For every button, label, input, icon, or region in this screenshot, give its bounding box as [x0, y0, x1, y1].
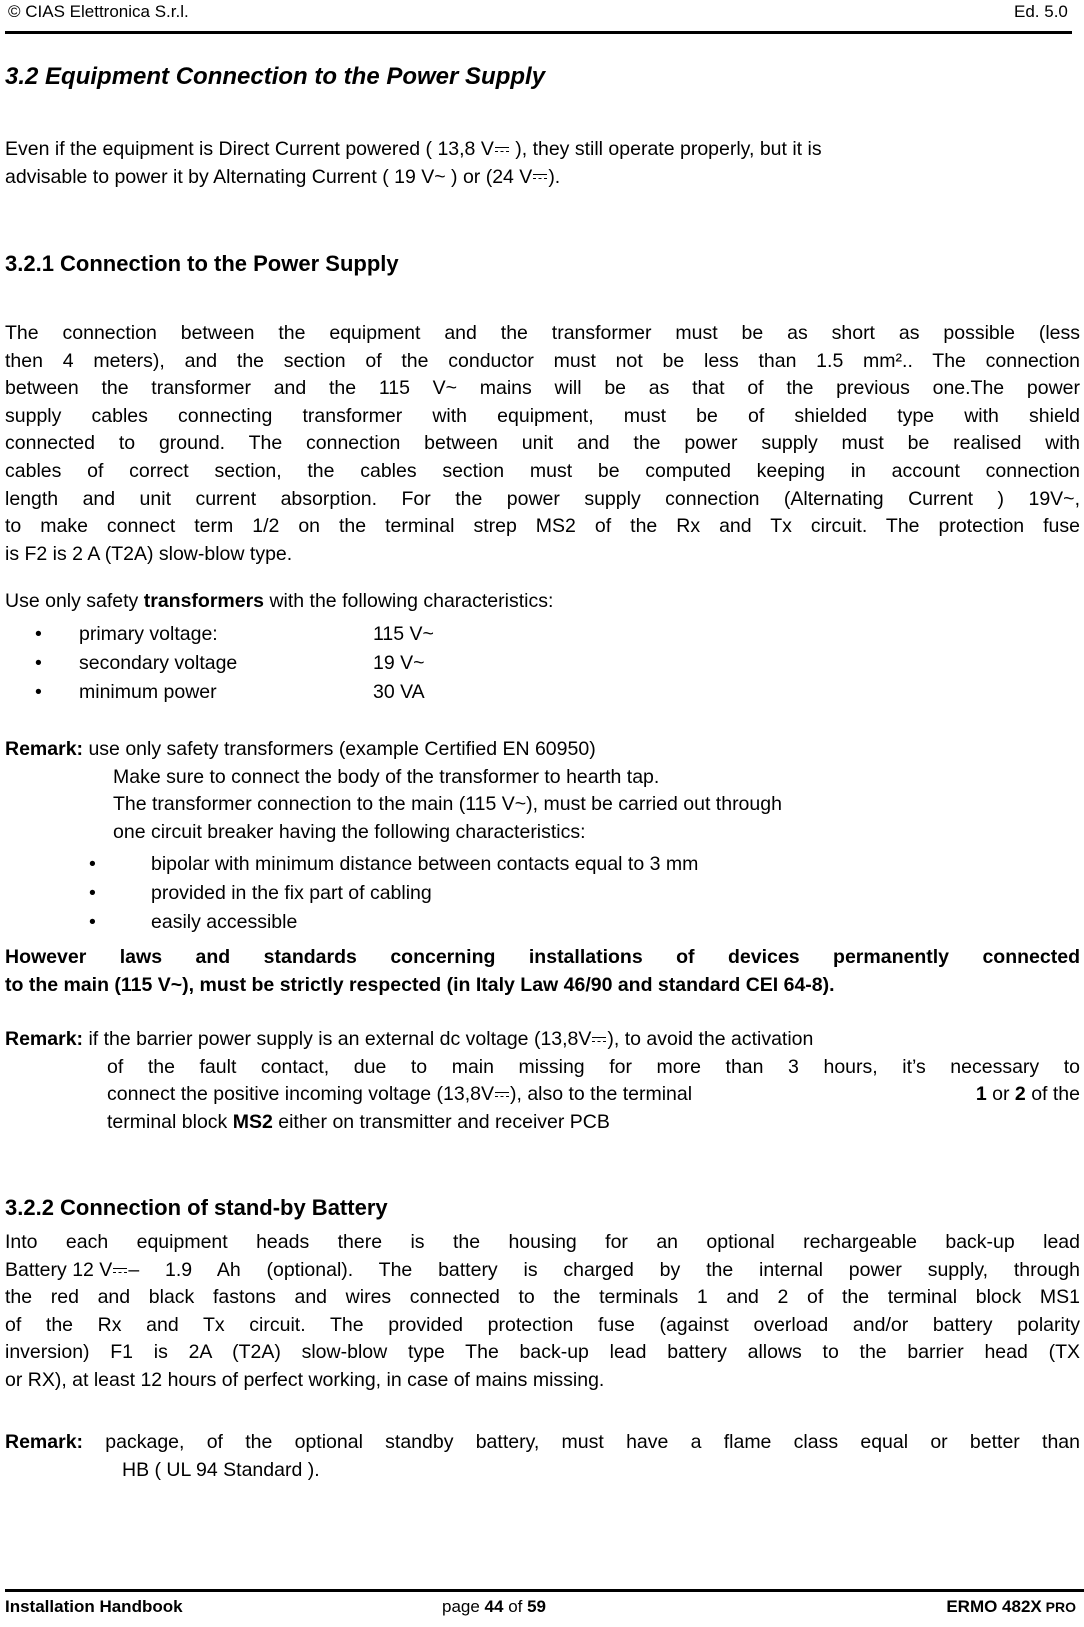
header-company: © CIAS Elettronica S.r.l.: [8, 2, 189, 21]
dc-symbol-icon: [113, 1266, 127, 1276]
footer-page: page 44 of 59: [442, 1597, 547, 1616]
subsection-2-paragraph: Into each equipment heads there is the housing for an optional rechargeable back-up lead Battery 12 V – 1.9 Ah (optional). The battery is charged by the internal power supply, through the red and black fastons and wires connected to the terminals 1 and 2 of the terminal block MS1 of the Rx and Tx circuit. The provided protection fuse (against overload and/or battery polarity inversion) F1 is 2A (T2A) slow-blow type The back-up lead battery allows to the barrier head (TX or RX), at least 12 hours of perfect working, in case of mains missing.: [5, 1231, 1080, 1391]
footer-title: Installation Handbook: [5, 1597, 183, 1616]
section-intro: Even if the equipment is Direct Current powered ( 13,8 V ), they still operate properly, but it is advisable to power it by Alternating Current ( 19 V~ ) or (24 V ).: [5, 138, 822, 188]
dc-symbol-icon: [495, 145, 509, 155]
header-rule: [5, 31, 1072, 34]
footer-product: ERMO 482X PRO: [946, 1597, 1076, 1616]
list-item: • provided in the fix part of cabling: [89, 882, 432, 904]
spec-list: [35, 620, 635, 707]
list-item: • bipolar with minimum distance between contacts equal to 3 mm: [89, 853, 699, 875]
remark-block-3: Remark: package, of the optional standby battery, must have a flame class equal or better than HB ( UL 94 Standard ).: [5, 1431, 1080, 1481]
remark-block-1: Remark: use only safety transformers (example Certified EN 60950) Make sure to connect the body of the transformer to hearth tap. The transformer connection to the main (115 V~), must be carried out through one circuit breaker having the following characteristics:: [5, 738, 782, 843]
list-item: • easily accessible: [89, 911, 298, 933]
subsection-1-title: 3.2.1 Connection to the Power Supply: [5, 251, 399, 276]
spec-item: • primary voltage: 115 V~: [35, 623, 434, 645]
laws-notice: However laws and standards concerning installations of devices permanently connected to the main (115 V~), must be strictly respected (in Italy Law 46/90 and standard CEI 64-8).: [5, 946, 1080, 996]
spec-item: • minimum power 30 VA: [35, 681, 425, 703]
remark-block-2: Remark: if the barrier power supply is an external dc voltage (13,8V ), to avoid the activation of the fault contact, due to main missing for more than 3 hours, it’s necessary to connect the positive incoming voltage (13,8V ), also to the terminal 1 or 2 of the terminal block MS2 either on transmitter and receiver PCB: [5, 1028, 1080, 1133]
subsection-2-title: 3.2.2 Connection of stand-by Battery: [5, 1195, 388, 1220]
dc-symbol-icon: [533, 172, 547, 182]
dc-symbol-icon: [495, 1090, 509, 1100]
use-only-line: Use only safety transformers with the following characteristics:: [5, 590, 554, 612]
footer-rule: [5, 1589, 1084, 1592]
dc-symbol-icon: [592, 1035, 606, 1045]
header-edition: Ed. 5.0: [1014, 2, 1068, 21]
spec-item: • secondary voltage 19 V~: [35, 652, 425, 674]
section-title: 3.2 Equipment Connection to the Power Supply: [5, 63, 546, 90]
breaker-list: [89, 850, 989, 937]
subsection-1-paragraph: The connection between the equipment and the transformer must be as short as possible (less then 4 meters), and the section of the conductor must not be less than 1.5 mm².. The connection between the transformer and the 115 V~ mains will be as that of the previous one.The power supply cables connecting transformer with equipment, must be of shielded type with shield connected to ground. The connection between unit and the power supply must be realised with cables of correct section, the cables section must be computed keeping in account connection length and unit current absorption. For the power supply connection (Alternating Current ) 19V~, to make connect term 1/2 on the terminal strep MS2 of the Rx and Tx circuit. The protection fuse is F2 is 2 A (T2A) slow-blow type.: [5, 322, 1080, 565]
